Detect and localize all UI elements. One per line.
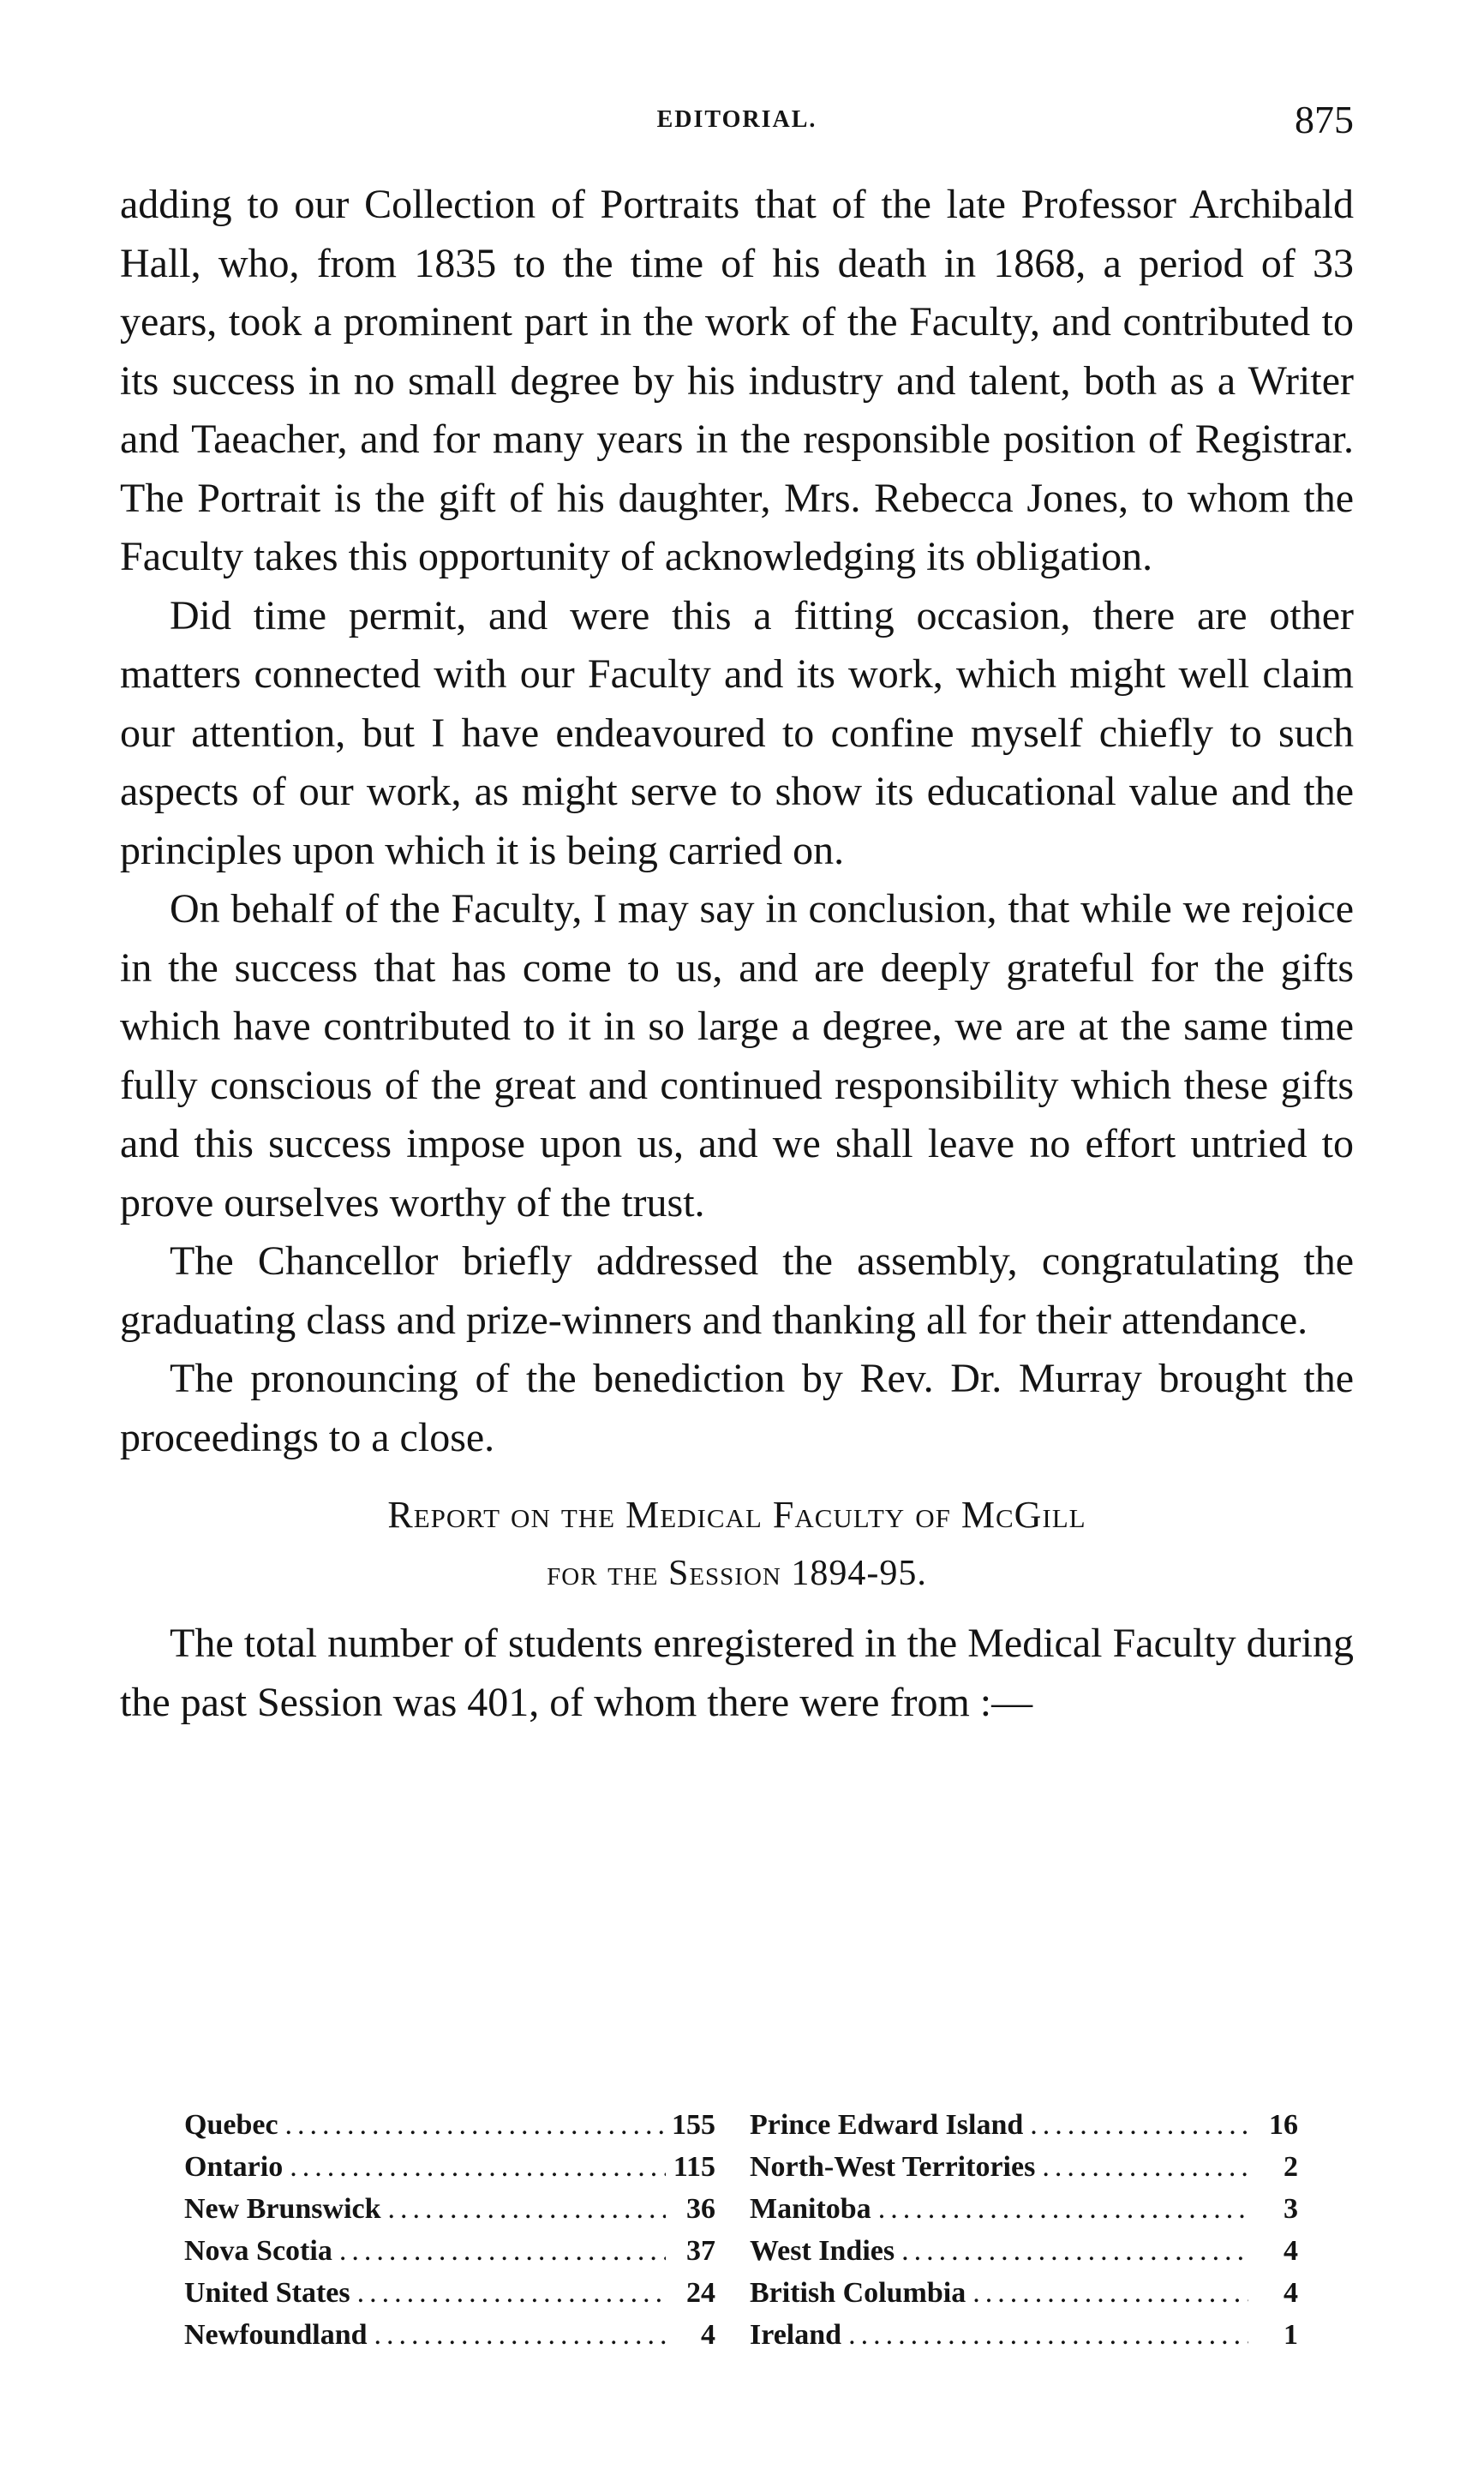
table-row xyxy=(750,2104,1298,2146)
student-count: 3 xyxy=(1284,2193,1298,2225)
table-row xyxy=(184,2272,715,2314)
leader-dots xyxy=(285,2104,665,2146)
student-count: 4 xyxy=(701,2319,715,2351)
leader-dots xyxy=(290,2146,666,2188)
place-name: British Columbia xyxy=(750,2277,966,2309)
leader-dots xyxy=(901,2230,1248,2272)
table-row xyxy=(750,2146,1298,2188)
student-count: 24 xyxy=(686,2277,715,2309)
running-head: EDITORIAL. xyxy=(656,106,817,133)
enrollment-table xyxy=(184,2104,1298,2356)
page-number: 875 xyxy=(1295,98,1354,141)
student-count: 16 xyxy=(1269,2109,1298,2141)
student-count: 2 xyxy=(1284,2151,1298,2183)
student-count: 115 xyxy=(673,2151,715,2183)
paragraph-portrait: adding to our Collection of Portraits that of the late Professor Archibald Hall, who, from 1835 to the time of his death in 1868, a period of 33 years, took a prominent part in the work of the Faculty, and contributed to its success in no small degree by his industry and talent, both as a Writer and Taeacher, and for many years in the responsible position of Registrar. The Portrait is the gift of his daughter, Mrs. Rebecca Jones, to whom the Faculty takes this opportunity of acknowledging its obligation. xyxy=(120,182,1354,579)
table-row xyxy=(184,2230,715,2272)
report-title: Report on the Medical Faculty of McGill xyxy=(387,1494,1086,1536)
leader-dots xyxy=(972,2272,1248,2314)
report-subtitle: for the Session 1894-95. xyxy=(547,1554,927,1593)
enrollment-column-right xyxy=(750,2104,1298,2356)
paragraph-time-permit: Did time permit, and were this a fitting occasion, there are other matters connected with our Faculty and its work, which might well claim our attention, but I have endeavoured to confine myself chiefly to such aspects of our work, as might serve to show its educational value and the principles upon which it is being carried on. xyxy=(120,592,1354,873)
body-text xyxy=(120,176,1354,1732)
table-row xyxy=(184,2146,715,2188)
table-row xyxy=(184,2104,715,2146)
student-count: 4 xyxy=(1284,2235,1298,2267)
place-name: Ontario xyxy=(184,2151,284,2183)
table-row xyxy=(750,2230,1298,2272)
leader-dots xyxy=(339,2230,666,2272)
place-name: Prince Edward Island xyxy=(750,2109,1024,2141)
place-name: Nova Scotia xyxy=(184,2235,332,2267)
table-row xyxy=(750,2272,1298,2314)
table-row xyxy=(750,2314,1298,2356)
place-name: West Indies xyxy=(750,2235,895,2267)
leader-dots xyxy=(357,2272,666,2314)
student-count: 4 xyxy=(1284,2277,1298,2309)
student-count: 37 xyxy=(686,2235,715,2267)
paragraph-conclusion: On behalf of the Faculty, I may say in conclusion, that while we rejoice in the success that has come to us, and are deeply grateful for the gifts which have contributed to it in so large a degree, we are at the same time fully conscious of the great and continued responsibility which these gifts and this success impose upon us, and we shall leave no effort untried to prove ourselves worthy of the trust. xyxy=(120,886,1354,1226)
table-row xyxy=(184,2314,715,2356)
leader-dots xyxy=(388,2188,666,2230)
place-name: North-West Territories xyxy=(750,2151,1036,2183)
student-count: 1 xyxy=(1284,2319,1298,2351)
table-row xyxy=(184,2188,715,2230)
leader-dots xyxy=(878,2188,1248,2230)
leader-dots xyxy=(848,2314,1248,2356)
place-name: Newfoundland xyxy=(184,2319,368,2351)
table-row xyxy=(750,2188,1298,2230)
paragraph-benediction: The pronouncing of the benediction by Rev. Dr. Murray brought the proceedings to a close. xyxy=(120,1356,1354,1460)
student-count: 155 xyxy=(672,2109,715,2141)
enrollment-column-left xyxy=(184,2104,715,2356)
place-name: Manitoba xyxy=(750,2193,871,2225)
student-count: 36 xyxy=(686,2193,715,2225)
place-name: Quebec xyxy=(184,2109,278,2141)
leader-dots xyxy=(1042,2146,1248,2188)
place-name: New Brunswick xyxy=(184,2193,381,2225)
report-intro: The total number of students enregistered in the Medical Faculty during the past Session was 401, of whom there were from :— xyxy=(120,1621,1354,1725)
page-header xyxy=(120,94,1354,146)
place-name: Ireland xyxy=(750,2319,842,2351)
leader-dots xyxy=(374,2314,666,2356)
leader-dots xyxy=(1030,2104,1248,2146)
place-name: United States xyxy=(184,2277,350,2309)
paragraph-chancellor: The Chancellor briefly addressed the assembly, congratulating the graduating class and prize-winners and thanking all for their attendance. xyxy=(120,1238,1354,1343)
